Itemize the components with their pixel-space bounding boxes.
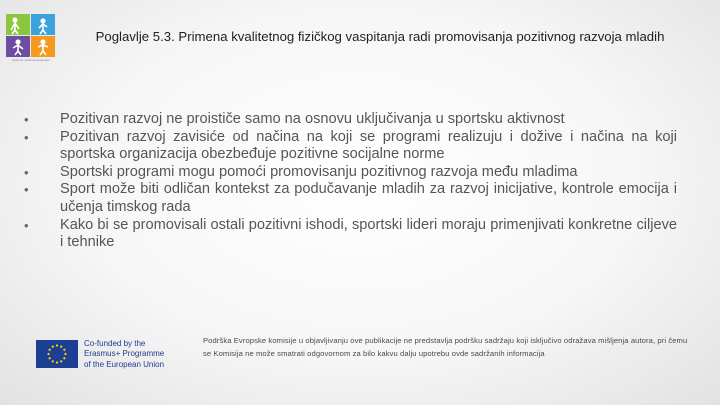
project-logo-graphic (6, 14, 56, 58)
eu-line: Co-funded by the (84, 339, 146, 348)
disclaimer-text: Podrška Evropske komisije u objavljivanju ove publikacije ne predstavlja podršku sadržaju koji isključivo odražava mišljenja autora, pri čemu se Komisija ne može smatrati odgovornom za bilo kakvu dalju upotrebu ovde sadržanih informacija (203, 336, 688, 358)
eu-line: of the European Union (84, 359, 165, 369)
bullet-text: Sportski programi mogu pomoći promovisanju pozitivnog razvoja među mladima (60, 163, 578, 180)
eu-star-icon (56, 361, 58, 363)
eu-star-icon (52, 360, 54, 362)
bullet-icon: • (24, 182, 29, 198)
bullet-item (24, 111, 677, 129)
eu-star-icon (63, 357, 65, 359)
slide-title: Poglavlje 5.3. Primena kvalitetnog fizičkog vaspitanja radi promovisanja pozitivnog razvoja mladih (95, 29, 665, 44)
eu-funding-text (84, 339, 164, 370)
bullet-item (24, 217, 677, 252)
bullet-item (24, 129, 677, 164)
eu-star-icon (64, 353, 66, 355)
logo-caption: Sport for youth development (12, 58, 50, 62)
bullet-text: Pozitivan razvoj ne proističe samo na osnovu uključivanja u sportsku aktivnost (60, 111, 565, 127)
bullet-icon: • (24, 112, 29, 127)
bullet-icon: • (24, 217, 29, 233)
bullet-icon: • (24, 129, 29, 145)
eu-star-icon (49, 357, 51, 359)
eu-star-icon (60, 360, 62, 362)
eu-line: Erasmus+ Programme (84, 349, 165, 359)
eu-star-icon (52, 346, 54, 348)
eu-star-icon (63, 349, 65, 351)
eu-star-icon (47, 353, 49, 355)
bullet-item (24, 164, 677, 182)
bullet-item (24, 181, 677, 216)
bullet-text: Pozitivan razvoj zavisiće od načina na koji se programi realizuju i dožive i načina na koji sportska organizacija obezbeđuje pozitivne socijalne norme (60, 128, 677, 163)
eu-funding-logo (36, 336, 196, 374)
eu-flag-icon (36, 340, 78, 368)
bullet-text: Kako bi se promovisali ostali pozitivni ishodi, sportski lideri moraju primenjivati konkretne ciljeve i tehnike (60, 216, 677, 251)
eu-star-icon (49, 349, 51, 351)
bullet-icon: • (24, 164, 29, 180)
eu-star-icon (60, 346, 62, 348)
bullet-text: Sport može biti odličan kontekst za podučavanje mladih za razvoj inicijative, kontrole emocija i učenja timskog rada (60, 181, 677, 215)
bullet-list (24, 111, 677, 252)
eu-star-icon (56, 344, 58, 346)
